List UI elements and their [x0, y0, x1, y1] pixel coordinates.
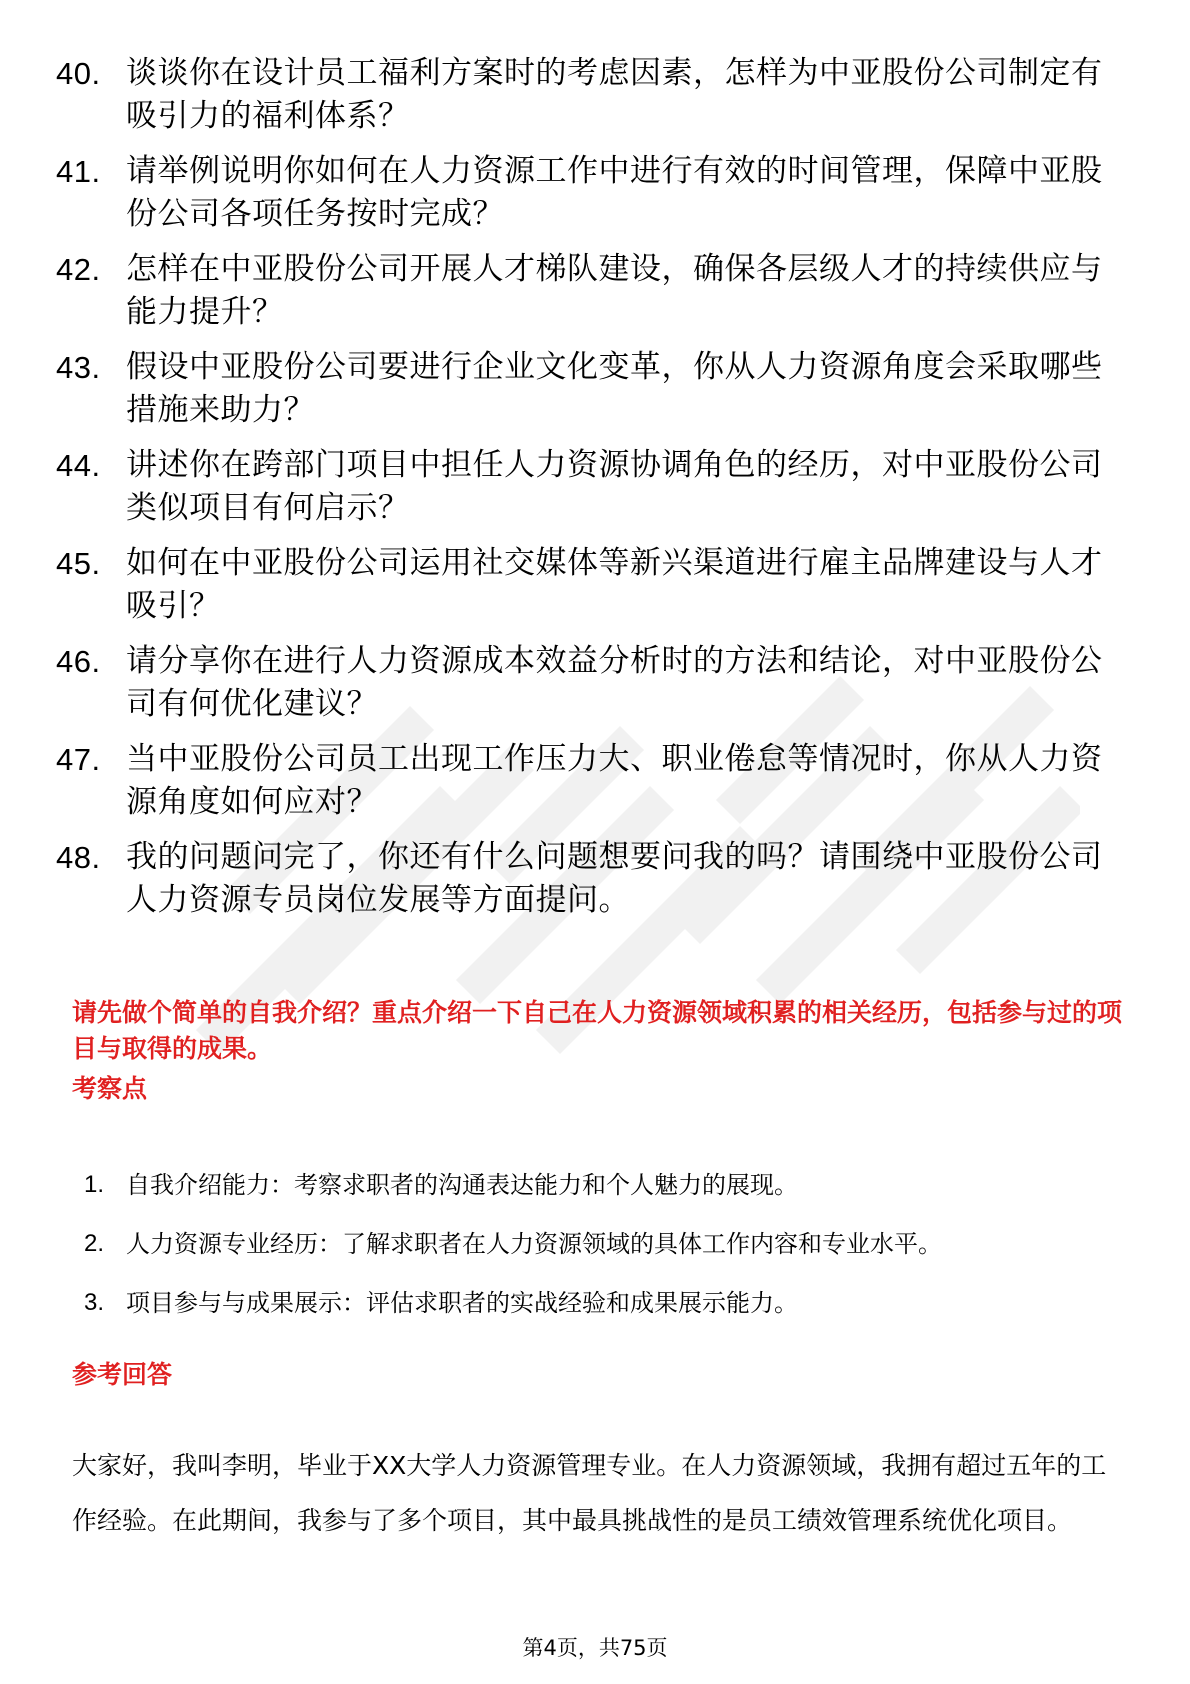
question-text: 请分享你在进行人力资源成本效益分析时的方法和结论，对中亚股份公司有何优化建议？	[126, 643, 1103, 722]
question-text: 假设中亚股份公司要进行企业文化变革，你从人力资源角度会采取哪些措施来助力？	[126, 349, 1103, 428]
reference-answer-text: 大家好，我叫李明，毕业于XX大学人力资源管理专业。在人力资源领域，我拥有超过五年的工作经验。在此期间，我参与了多个项目，其中最具挑战性的是员工绩效管理系统优化项目。	[72, 1451, 1107, 1535]
point-number: 2.	[84, 1230, 105, 1257]
intro-question: 请先做个简单的自我介绍？重点介绍一下自己在人力资源领域积累的相关经历，包括参与过的项目与取得的成果。	[72, 998, 1123, 1063]
point-number: 1.	[84, 1171, 105, 1198]
question-number: 40.	[56, 56, 101, 91]
question-number: 47.	[56, 742, 101, 777]
question-number: 45.	[56, 546, 101, 581]
question-item	[56, 640, 1136, 726]
question-number: 42.	[56, 252, 101, 287]
assessment-point	[84, 1286, 1124, 1320]
question-text: 讲述你在跨部门项目中担任人力资源协调角色的经历，对中亚股份公司类似项目有何启示？	[126, 447, 1103, 526]
question-list	[56, 52, 1136, 934]
question-number: 48.	[56, 840, 101, 875]
question-text: 请举例说明你如何在人力资源工作中进行有效的时间管理，保障中亚股份公司各项任务按时完成？	[126, 153, 1103, 232]
page-number-footer: 第4页，共75页	[522, 1636, 668, 1660]
question-text: 谈谈你在设计员工福利方案时的考虑因素，怎样为中亚股份公司制定有吸引力的福利体系？	[126, 55, 1103, 134]
point-number: 3.	[84, 1289, 105, 1316]
question-number: 46.	[56, 644, 101, 679]
question-number: 43.	[56, 350, 101, 385]
question-text: 我的问题问完了，你还有什么问题想要问我的吗？请围绕中亚股份公司人力资源专员岗位发展等方面提问。	[126, 839, 1103, 918]
question-item	[56, 836, 1136, 922]
question-item	[56, 346, 1136, 432]
question-item	[56, 542, 1136, 628]
question-item	[56, 150, 1136, 236]
question-text: 如何在中亚股份公司运用社交媒体等新兴渠道进行雇主品牌建设与人才吸引？	[126, 545, 1103, 624]
question-item	[56, 444, 1136, 530]
reference-answer-heading: 参考回答	[72, 1360, 173, 1389]
point-text: 项目参与与成果展示：评估求职者的实战经验和成果展示能力。	[126, 1289, 798, 1317]
question-item	[56, 52, 1136, 138]
question-item	[56, 738, 1136, 824]
point-text: 人力资源专业经历：了解求职者在人力资源领域的具体工作内容和专业水平。	[126, 1230, 942, 1258]
question-number: 44.	[56, 448, 101, 483]
question-number: 41.	[56, 154, 101, 189]
assessment-point	[84, 1227, 1124, 1261]
question-item	[56, 248, 1136, 334]
point-text: 自我介绍能力：考察求职者的沟通表达能力和个人魅力的展现。	[126, 1171, 798, 1199]
assessment-heading: 考察点	[72, 1074, 148, 1103]
assessment-point	[84, 1168, 1124, 1202]
question-text: 当中亚股份公司员工出现工作压力大、职业倦怠等情况时，你从人力资源角度如何应对？	[126, 741, 1103, 820]
question-text: 怎样在中亚股份公司开展人才梯队建设，确保各层级人才的持续供应与能力提升？	[126, 251, 1103, 330]
assessment-points-list	[84, 1168, 1124, 1345]
